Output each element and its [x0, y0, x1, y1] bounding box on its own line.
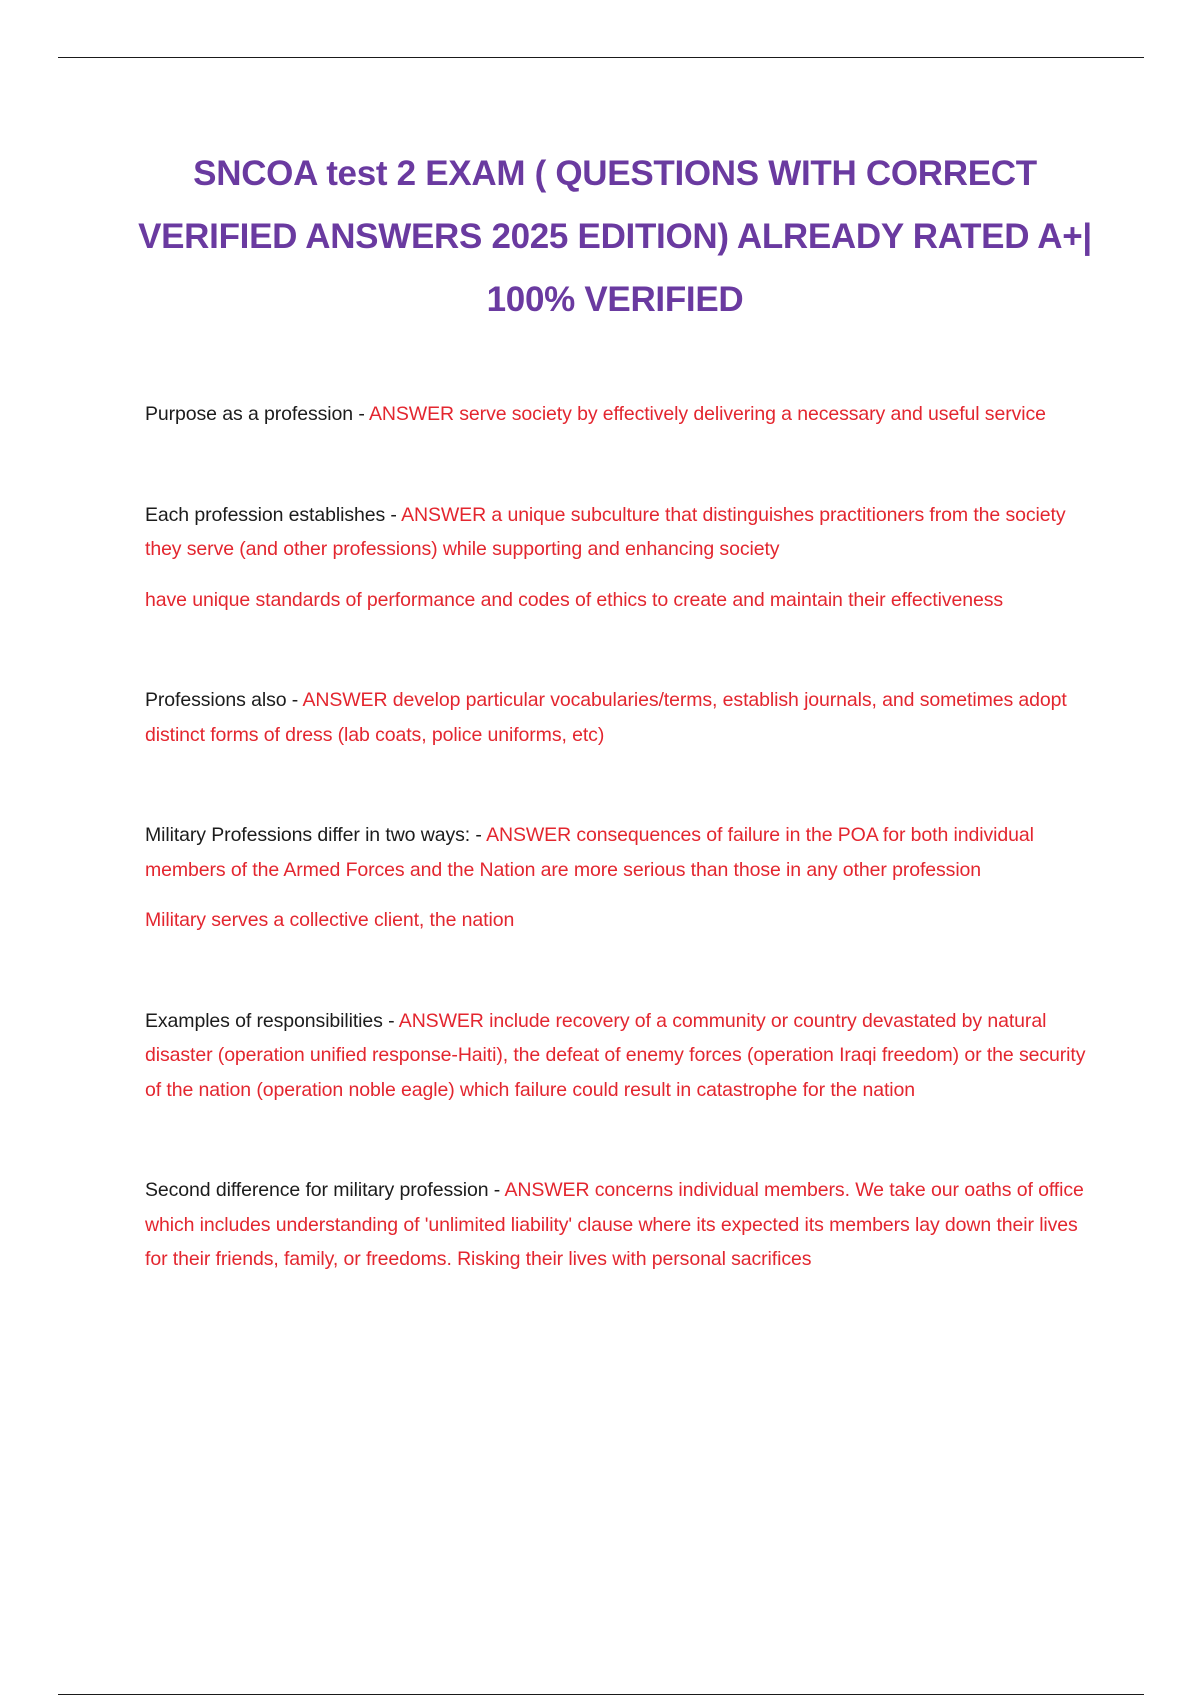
answer-text: ANSWER serve society by effectively delivering a necessary and useful service	[368, 403, 1046, 425]
question-text: Second difference for military profession	[145, 1179, 489, 1201]
answer-continuation: have unique standards of performance and codes of ethics to create and maintain their effectiveness	[145, 588, 1004, 611]
document-title: SNCOA test 2 EXAM ( QUESTIONS WITH CORRECT VERIFIED ANSWERS 2025 EDITION) ALREADY RATED A+| 100% VERIFIED	[138, 154, 1092, 319]
separator: -	[382, 1009, 399, 1032]
separator: -	[286, 689, 303, 711]
qa-item	[145, 397, 1100, 432]
answer-text: ANSWER develop particular vocabularies/terms, establish journals, and sometimes adopt distinct forms of dress (lab coats, police uniforms, etc)	[145, 689, 1067, 746]
qa-item	[145, 683, 1100, 752]
qa-list	[145, 397, 1100, 1343]
question-text: Each profession establishes	[145, 503, 386, 526]
question-text: Examples of responsibilities	[145, 1009, 383, 1032]
separator: -	[470, 824, 487, 846]
question-text: Professions also	[145, 689, 287, 711]
answer-text: ANSWER concerns individual members. We take our oaths of office which includes understanding of 'unlimited liability' clause where its expected its members lay down their lives for their friends, family, or freedoms. Risking their lives with personal sacrifices	[145, 1179, 1084, 1270]
separator: -	[385, 503, 402, 526]
qa-item	[145, 498, 1100, 618]
qa-item	[145, 1173, 1100, 1277]
answer-text: ANSWER consequences of failure in the POA for both individual members of the Armed Forces and the Nation are more serious than those in any other profession	[145, 824, 1034, 881]
answer-text: ANSWER include recovery of a community or country devastated by natural disaster (operation unified response-Haiti), the defeat of enemy forces (operation Iraqi freedom) or the security of the nation (operation noble eagle) which failure could result in catastrophe for the nation	[145, 1009, 1086, 1101]
question-text: Military Professions differ in two ways:	[145, 824, 471, 846]
bottom-rule	[58, 1694, 1144, 1695]
separator: -	[353, 403, 369, 425]
top-rule	[58, 57, 1144, 58]
answer-text: ANSWER a unique subculture that distinguishes practitioners from the society they serve (and other professions) while supporting and enhancing society	[145, 503, 1066, 560]
separator: -	[488, 1179, 505, 1201]
answer-continuation: Military serves a collective client, the nation	[145, 909, 515, 931]
qa-item	[145, 1004, 1100, 1108]
qa-item	[145, 818, 1100, 938]
question-text: Purpose as a profession	[145, 403, 353, 425]
